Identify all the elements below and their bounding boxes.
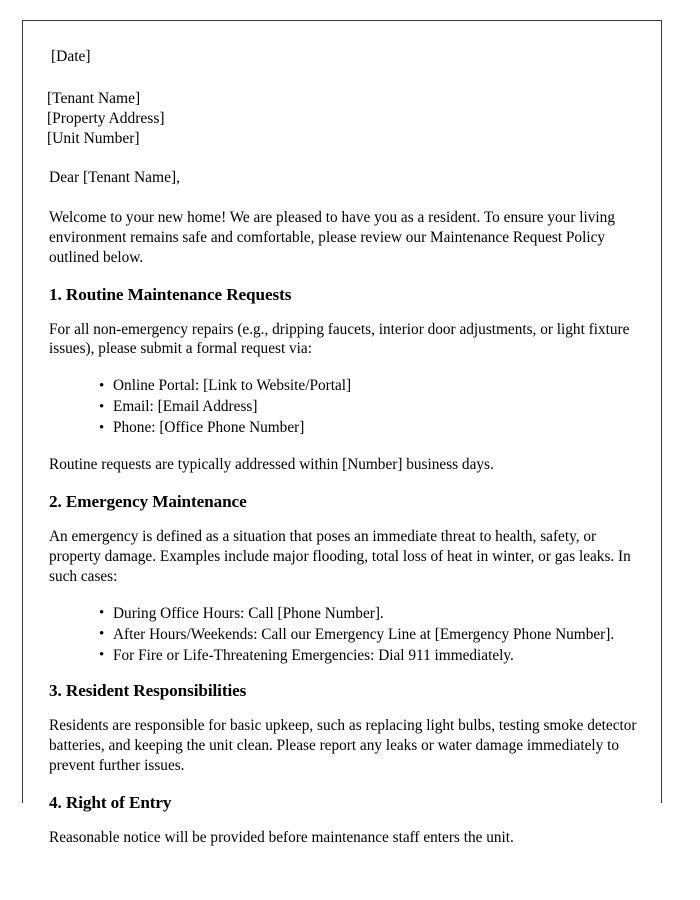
section-3-paragraph: Residents are responsible for basic upkeep, such as replacing light bulbs, testing smoke detector batteries, and keeping the unit clean. Please report any leaks or water damage immediately to prevent further issues. <box>49 717 637 775</box>
section-heading-right-of-entry: 4. Right of Entry <box>49 793 172 813</box>
section-4-paragraph: Reasonable notice will be provided before maintenance staff enters the unit. <box>49 829 514 847</box>
salutation: Dear [Tenant Name], <box>49 169 181 187</box>
section-heading-routine-maintenance: 1. Routine Maintenance Requests <box>49 284 292 304</box>
section-1-paragraph: For all non-emergency repairs (e.g., dripping faucets, interior door adjustments, or light fixture issues), please submit a formal request via: <box>49 320 630 358</box>
section-heading-emergency-maintenance: 2. Emergency Maintenance <box>49 492 247 512</box>
section-1-bullet-list <box>47 376 649 439</box>
section-1-closing-paragraph: Routine requests are typically addressed within [Number] business days. <box>49 456 494 474</box>
recipient-address-block <box>47 89 649 148</box>
list-item: • Phone: [Office Phone Number] <box>47 418 649 439</box>
list-item: • After Hours/Weekends: Call our Emergency Line at [Emergency Phone Number]. <box>47 625 649 646</box>
list-item: • During Office Hours: Call [Phone Number]. <box>47 604 649 625</box>
recipient-line-tenant-name: [Tenant Name] <box>47 90 141 108</box>
recipient-line-unit-number: [Unit Number] <box>47 129 140 147</box>
intro-paragraph: Welcome to your new home! We are pleased to have you as a resident. To ensure your living environment remains safe and comfortable, please review our Maintenance Request Policy outlined below. <box>49 208 615 266</box>
section-2-bullet-list <box>47 604 649 667</box>
list-item: • Online Portal: [Link to Website/Portal] <box>47 376 649 397</box>
letter-page <box>22 20 662 847</box>
list-item: • Email: [Email Address] <box>47 397 649 418</box>
section-heading-resident-responsibilities: 3. Resident Responsibilities <box>49 681 247 701</box>
letter-content <box>23 21 663 865</box>
section-2-paragraph: An emergency is defined as a situation that poses an immediate threat to health, safety, or property damage. Examples include major flooding, total loss of heat in winter, or gas leaks. In such cases: <box>49 528 631 585</box>
recipient-line-property-address: [Property Address] <box>47 110 165 128</box>
list-item: • For Fire or Life-Threatening Emergencies: Dial 911 immediately. <box>47 646 649 667</box>
date-placeholder: [Date] <box>51 48 91 65</box>
